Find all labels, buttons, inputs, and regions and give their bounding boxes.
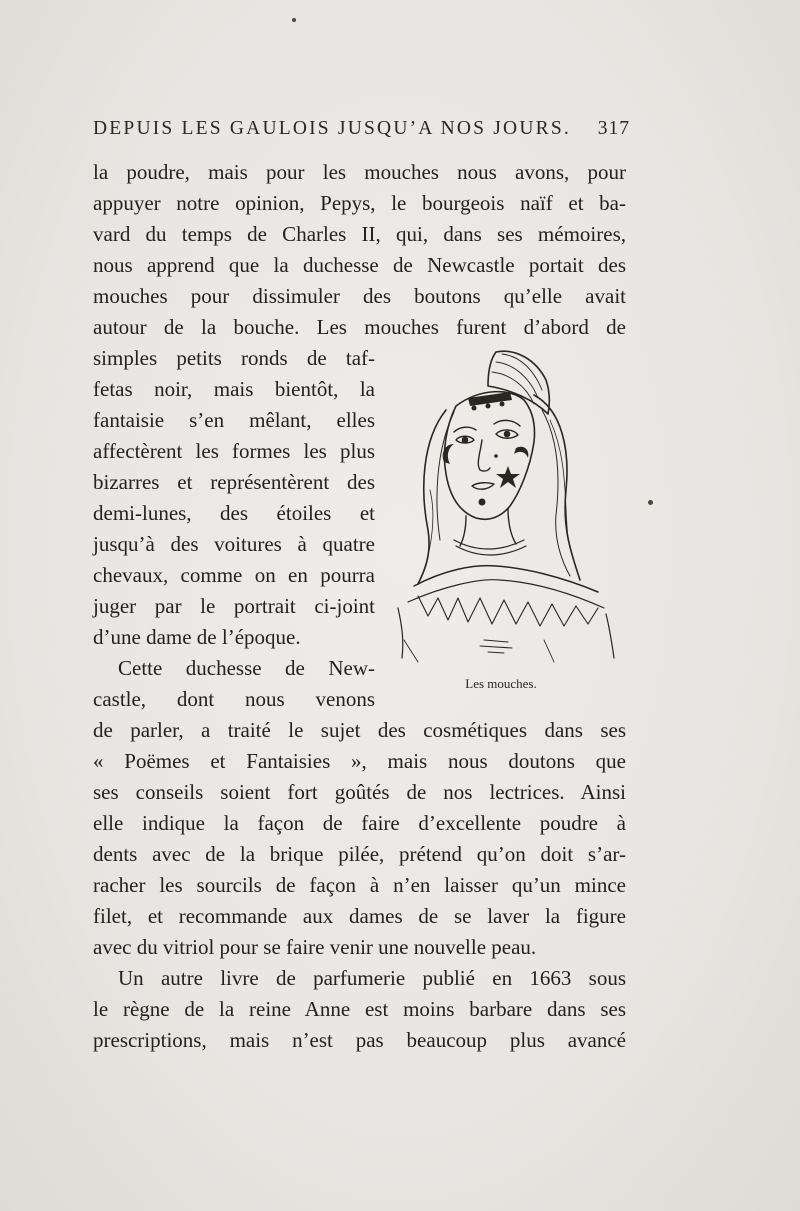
portrait-engraving [384,340,618,670]
text-line: d’une dame de l’époque. [93,625,301,649]
text-line: jusqu’à des voitures à quatre [93,532,375,556]
text-line: racher les sourcils de façon à n’en laisser qu’un mince [93,873,626,897]
text-line: fetas noir, mais bientôt, la [93,377,375,401]
hair-left [418,410,446,584]
text-line: fantaisie s’en mêlant, elles [93,408,375,432]
running-head [93,118,630,148]
text-line: demi-lunes, des étoiles et [93,501,375,525]
paper-fleck [292,18,296,22]
carriage-patch [468,392,512,406]
mouth [472,483,494,490]
text-line: appuyer notre opinion, Pepys, le bourgeois naïf et ba- [93,191,626,215]
text-line: Un autre livre de parfumerie publié en 1663 sous [118,966,626,990]
bodice [414,566,598,592]
text-line: bizarres et représentèrent des [93,470,375,494]
running-head-title: DEPUIS LES GAULOIS JUSQU’A NOS JOURS. [93,118,571,139]
text-line: le règne de la reine Anne est moins barbare dans ses [93,997,626,1021]
text-line: de parler, a traité le sujet des cosmétiques dans ses [93,718,626,742]
cap [488,351,549,414]
text-line: filet, et recommande aux dames de se laver la figure [93,904,626,928]
text-line: autour de la bouche. Les mouches furent d’abord de [93,315,626,339]
hair-right [534,395,580,580]
paper-fleck [648,500,653,505]
text-line: vard du temps de Charles II, qui, dans ses mémoires, [93,222,626,246]
text-line: Cette duchesse de New- [118,656,375,680]
star-patch [496,466,520,488]
crescent-patch-right [514,447,528,458]
text-line: prescriptions, mais n’est pas beaucoup plus avancé [93,1028,626,1052]
portrait-illustration [384,340,618,670]
round-patch [479,499,486,506]
text-line: castle, dont nous venons [93,687,375,711]
text-line: « Poëmes et Fantaisies », mais nous doutons que [93,749,626,773]
face-outline [444,392,534,520]
text-line: chevaux, comme on en pourra [93,563,375,587]
text-line: la poudre, mais pour les mouches nous avons, pour [93,160,626,184]
figure-caption: Les mouches. [465,676,537,691]
text-line: juger par le portrait ci-joint [93,594,375,618]
text-line: ses conseils soient fort goûtés de nos lectrices. Ainsi [93,780,626,804]
text-line: simples petits ronds de taf- [93,346,375,370]
text-line: nous apprend que la duchesse de Newcastle portait des [93,253,626,277]
page-number: 317 [597,118,630,139]
text-line: affectèrent les formes les plus [93,439,375,463]
text-line: mouches pour dissimuler des boutons qu’elle avait [93,284,626,308]
text-line: elle indique la façon de faire d’excellente poudre à [93,811,626,835]
text-line: avec du vitriol pour se faire venir une nouvelle peau. [93,935,537,959]
text-line: dents avec de la brique pilée, prétend qu’on doit s’ar- [93,842,626,866]
